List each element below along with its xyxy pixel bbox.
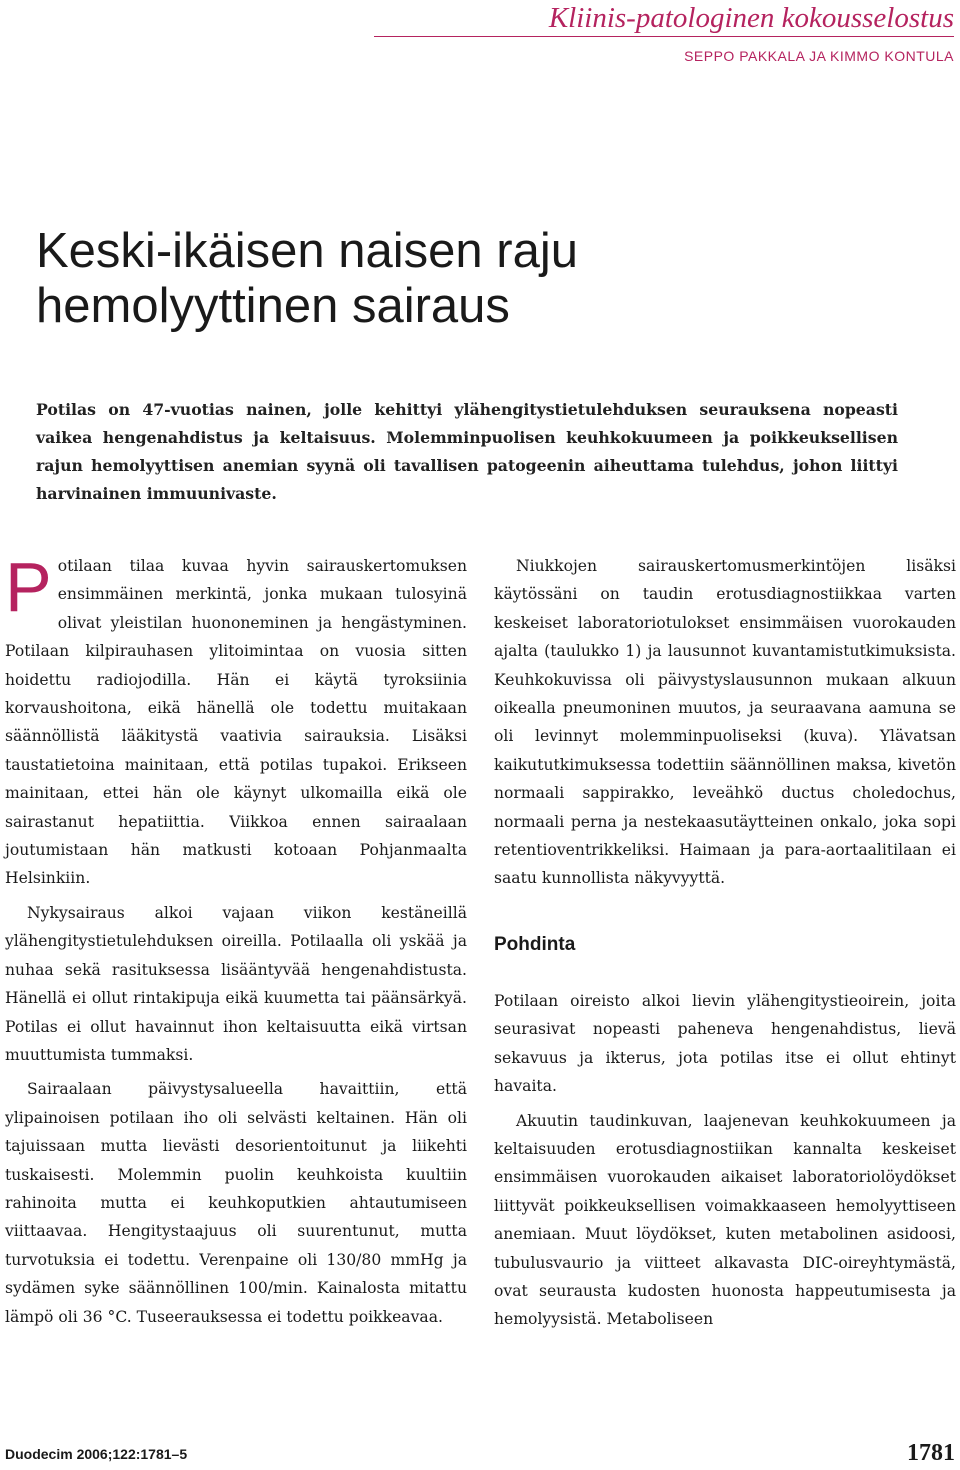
left-paragraph-3: Sairaalaan päivystysalueella havaittiin, että ylipainoisen potilaan iho oli selvästi keltainen. Hän oli tajuissaan mutta lievästi desorientoitunut ja liikehti tuskaisesti. Molemmin puolin keuhkoista kuultiin rahinoita mutta ei keuhkoputkien ahtautumiseen viittaavaa. Hengitystaajuus oli suurentunut, mutta turvotuksia ei todettu. Verenpaine oli 130/80 mmHg ja sydämen syke säännöllinen 100/min. Kainalosta mitattu lämpö oli 36 °C. Tuseerauksessa ei todettu poikkeavaa. (5, 1080, 467, 1326)
page-number: 1781 (907, 1440, 955, 1466)
article-title-line-1: Keski-ikäisen naisen raju (36, 224, 578, 278)
journal-citation: Duodecim 2006;122:1781–5 (5, 1446, 188, 1462)
right-paragraph-1: Niukkojen sairauskertomusmerkintöjen lisäksi käytössäni on taudin erotusdiagnostiikkaa varten keskeiset laboratoriotulokset ensimmäisen vuorokauden ajalta (taulukko 1) ja lausunnot kuvantamistutkimuksista. Keuhkokuvissa oli päivystyslausunnon mukaan alkuun oikealla pneumoninen muutos, ja seuraavana aamuna se oli levinnyt molemminpuoliseksi (kuva). Ylävatsan kaikututkimuksessa todettiin säännöllinen maksa, kivetön normaali sappirakko, leveähkö ductus choledochus, normaali perna ja nestekaasutäytteinen onkalo, joka sopi retentioventrikkeliksi. Haimaan ja para-aortaalitilaan ei saatu kunnollista näkyvyyttä. (494, 557, 956, 888)
left-paragraph-1 (5, 548, 467, 893)
section-divider (374, 36, 954, 37)
left-paragraph-1-text: otilaan tilaa kuvaa hyvin sairauskertomuksen ensimmäinen merkintä, jonka mukaan tulosyinä olivat yleistilan huononeminen ja hengästyminen. Potilaan kilpirauhasen ylitoimintaa on vuosia sitten hoidettu radiojodilla. Hän ei käytä tyroksiinia korvaushoitona, eikä hänellä ole todettu muitakaan säännöllistä lääkitystä vaativia sairauksia. Lisäksi taustatietoina mainitaan, että potilas tupakoi. Erikseen mainitaan, ettei hän ole käynyt ulkomailla eikä ole sairastanut hepatiittia. Viikkoa ennen sairaalaan joutumistaan hän matkusti kotoaan Pohjanmaalta Helsinkiin. (5, 557, 467, 888)
section-subheading: Pohdinta (494, 933, 576, 955)
left-column (5, 548, 467, 1331)
article-lead: Potilas on 47-vuotias nainen, jolle kehittyi ylähengitystietulehduksen seurauksena nopeasti vaikea hengenahdistus ja keltaisuus. Molemminpuolisen keuhkokuumeen ja poikkeuksellisen rajun hemolyyttisen anemian syynä oli tavallisen patogeenin aiheuttama tulehdus, johon liittyi harvinainen immuunivaste. (36, 400, 898, 503)
left-paragraph-2: Nykysairaus alkoi vajaan viikon kestäneillä ylähengitystietulehduksen oireilla. Potilaalla oli yskää ja nuhaa sekä rasituksessa lisääntyvää hengenahdistusta. Hänellä ei ollut rintakipuja eikä kuumetta tai päänsärkyä. Potilas ei ollut havainnut ihon keltaisuutta eikä virtsan muuttumista tummaksi. (5, 903, 467, 1064)
article-title-line-2: hemolyyttinen sairaus (36, 279, 510, 333)
right-paragraph-3: Akuutin taudinkuvan, laajenevan keuhkokuumeen ja keltaisuuden erotusdiagnostiikan kannalta keskeiset ensimmäisen vuorokauden aikaiset laboratoriolöydökset liittyvät poikkeuksellisen voimakkaaseen hemolyyttiseen anemiaan. Muut löydökset, kuten metabolinen asidoosi, tubulusvaurio ja viitteet alkavasta DIC-oireyhtymästä, ovat seurausta kudosten huonosta happeutumisesta ja hemolyysistä. Metaboliseen (494, 1111, 956, 1329)
article-title (36, 224, 916, 334)
right-paragraph-2: Potilaan oireisto alkoi lievin ylähengitystieoirein, joita seurasivat nopeasti paheneva hengenahdistus, lievä sekavuus ja ikterus, jota potilas itse ei ollut ehtinyt havaita. (494, 991, 956, 1096)
drop-cap: P (5, 548, 52, 626)
right-column (494, 552, 956, 1334)
section-header (374, 0, 954, 64)
section-title: Kliinis-patologinen kokousselostus (548, 2, 954, 34)
authors: SEPPO PAKKALA JA KIMMO KONTULA (684, 48, 954, 64)
